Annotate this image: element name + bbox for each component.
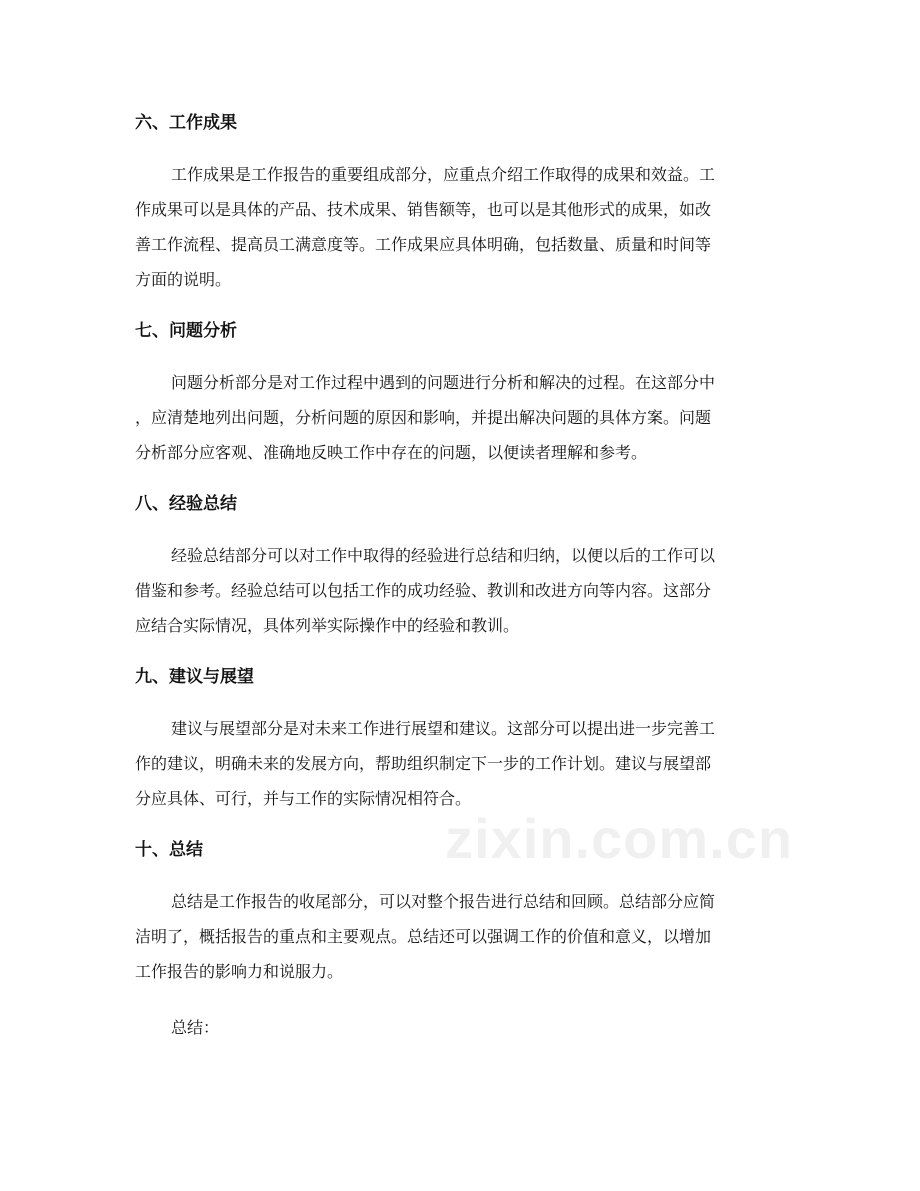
paragraph-line: 借鉴和参考。经验总结可以包括工作的成功经验、教训和改进方向等内容。这部分 bbox=[135, 581, 712, 600]
section-heading-8: 八、经验总结 bbox=[135, 494, 237, 514]
paragraph-line: 方面的说明。 bbox=[135, 270, 232, 289]
paragraph-line: 善工作流程、提高员工满意度等。工作成果应具体明确，包括数量、质量和时间等 bbox=[135, 235, 712, 254]
paragraph-line: 总结是工作报告的收尾部分，可以对整个报告进行总结和回顾。总结部分应简 bbox=[171, 892, 716, 911]
paragraph-line: 建议与展望部分是对未来工作进行展望和建议。这部分可以提出进一步完善工 bbox=[171, 719, 716, 738]
section-paragraph-6 bbox=[135, 157, 785, 297]
paragraph-line: 作成果可以是具体的产品、技术成果、销售额等，也可以是其他形式的成果，如改 bbox=[135, 200, 712, 219]
paragraph-line: 分析部分应客观、准确地反映工作中存在的问题，以便读者理解和参考。 bbox=[135, 443, 648, 462]
closing-label: 总结： bbox=[171, 1018, 220, 1037]
section-paragraph-9 bbox=[135, 711, 785, 816]
paragraph-line: 应结合实际情况，具体列举实际操作中的经验和教训。 bbox=[135, 616, 520, 635]
section-heading-9: 九、建议与展望 bbox=[135, 667, 254, 687]
section-paragraph-8 bbox=[135, 538, 785, 643]
paragraph-line: 工作报告的影响力和说服力。 bbox=[135, 962, 344, 981]
watermark-text: zixin.com.cn bbox=[445, 807, 794, 870]
section-paragraph-10 bbox=[135, 884, 785, 989]
section-paragraph-7 bbox=[135, 365, 785, 470]
section-heading-6: 六、工作成果 bbox=[135, 113, 237, 133]
paragraph-line: 问题分析部分是对工作过程中遇到的问题进行分析和解决的过程。在这部分中 bbox=[171, 373, 716, 392]
paragraph-line: 洁明了，概括报告的重点和主要观点。总结还可以强调工作的价值和意义，以增加 bbox=[135, 927, 712, 946]
paragraph-line: ，应清楚地列出问题，分析问题的原因和影响，并提出解决问题的具体方案。问题 bbox=[135, 408, 712, 427]
paragraph-line: 工作成果是工作报告的重要组成部分，应重点介绍工作取得的成果和效益。工 bbox=[171, 165, 716, 184]
paragraph-line: 分应具体、可行，并与工作的实际情况相符合。 bbox=[135, 789, 472, 808]
section-heading-10: 十、总结 bbox=[135, 840, 203, 860]
paragraph-line: 经验总结部分可以对工作中取得的经验进行总结和归纳，以便以后的工作可以 bbox=[171, 546, 716, 565]
paragraph-line: 作的建议，明确未来的发展方向，帮助组织制定下一步的工作计划。建议与展望部 bbox=[135, 754, 712, 773]
closing-paragraph bbox=[135, 1010, 785, 1045]
section-heading-7: 七、问题分析 bbox=[135, 321, 237, 341]
